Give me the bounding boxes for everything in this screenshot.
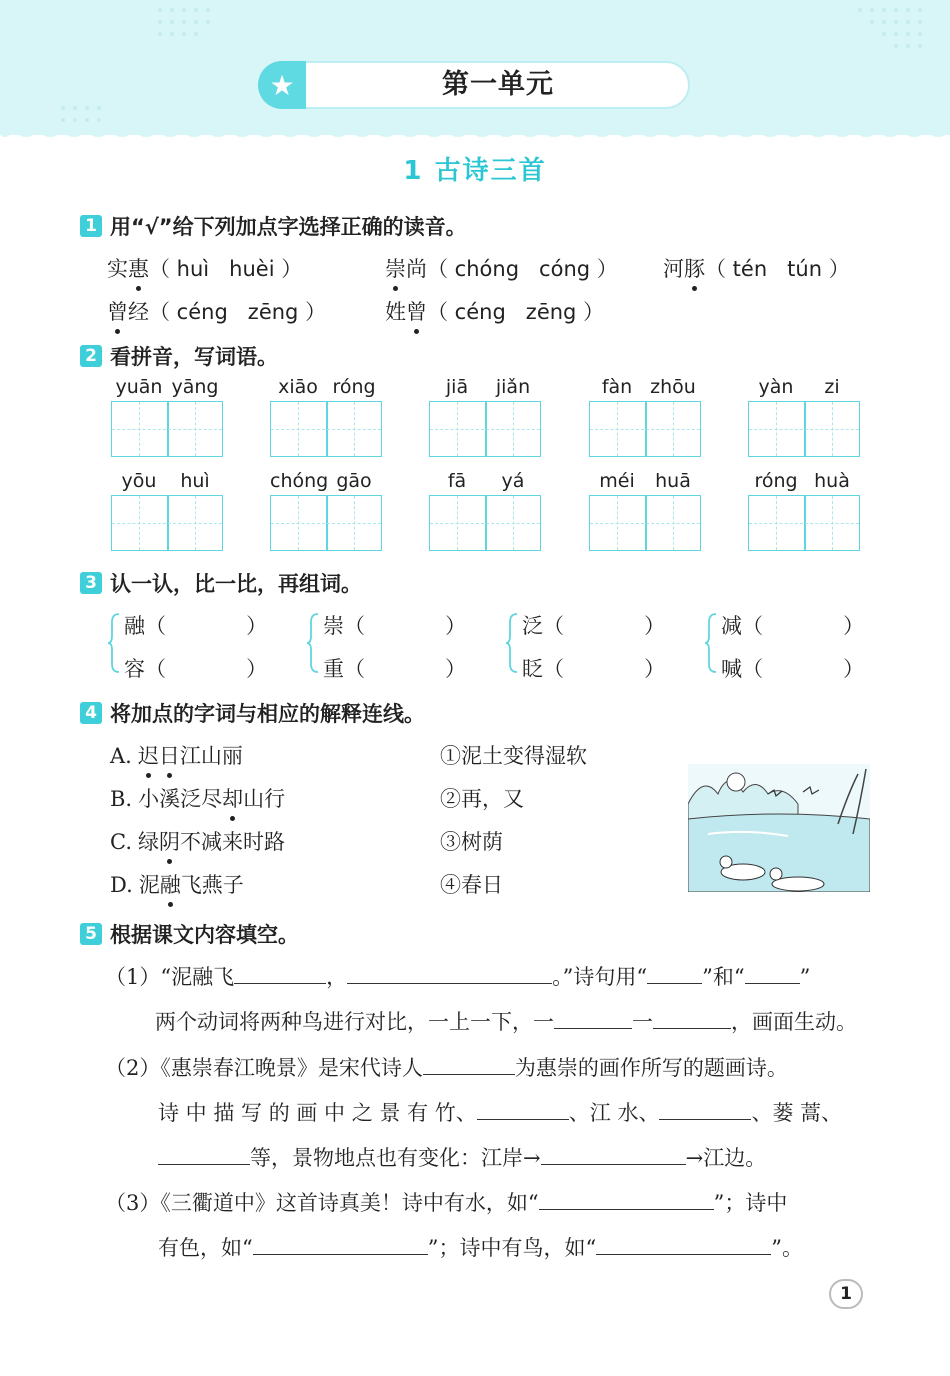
answer-blank[interactable] bbox=[647, 965, 702, 984]
pronunciation-options[interactable]: （ céng zēng ） bbox=[427, 300, 605, 324]
writing-box[interactable] bbox=[589, 495, 701, 551]
fill-line-4 bbox=[158, 1097, 842, 1127]
pinyin-label: yá bbox=[501, 470, 525, 492]
compare-char-row bbox=[124, 653, 267, 683]
question-2-heading bbox=[80, 341, 278, 371]
pronunciation-item bbox=[385, 296, 604, 326]
fill-text: 为惠崇的画作所写的题画诗。 bbox=[514, 1056, 788, 1080]
dotted-char: 崇 bbox=[385, 253, 406, 283]
word-part: 小溪泛尽 bbox=[138, 787, 223, 811]
landscape-illustration bbox=[688, 764, 870, 892]
pinyin-label: méi bbox=[599, 470, 635, 492]
pinyin-label: jiā bbox=[445, 376, 469, 398]
fill-line-2 bbox=[155, 1006, 857, 1036]
compare-char: 眨 bbox=[522, 657, 543, 681]
answer-paren[interactable]: （ ） bbox=[344, 657, 467, 681]
answer-blank[interactable] bbox=[745, 965, 800, 984]
answer-paren[interactable]: （ ） bbox=[145, 614, 268, 638]
pinyin-label: yàn bbox=[758, 376, 794, 398]
answer-paren[interactable]: （ ） bbox=[145, 657, 268, 681]
question-instruction: 认一认，比一比，再组词。 bbox=[110, 572, 362, 596]
unit-title: 第一单元 bbox=[442, 69, 554, 100]
pronunciation-item bbox=[385, 253, 618, 283]
fill-text: 一 bbox=[632, 1010, 653, 1034]
dotted-char: 阴 bbox=[159, 826, 180, 856]
writing-box[interactable] bbox=[429, 495, 541, 551]
answer-blank[interactable] bbox=[539, 1191, 714, 1210]
writing-box[interactable] bbox=[748, 401, 860, 457]
question-instruction: 用“√”给下列加点字选择正确的读音。 bbox=[110, 215, 467, 239]
fill-text: ”。 bbox=[771, 1236, 803, 1260]
compare-char-row bbox=[323, 653, 466, 683]
fill-text: 。”诗句用“ bbox=[552, 965, 648, 989]
pinyin-label: zhōu bbox=[650, 376, 696, 398]
brace-icon bbox=[107, 612, 121, 674]
answer-blank[interactable] bbox=[477, 1101, 569, 1120]
fill-line-3 bbox=[105, 1052, 788, 1082]
dotted-char: 惠 bbox=[128, 253, 149, 283]
word-part: 实 bbox=[107, 257, 128, 281]
fill-text: →江边。 bbox=[685, 1146, 767, 1170]
writing-box[interactable] bbox=[270, 401, 382, 457]
item-label: A. bbox=[110, 744, 132, 768]
question-4-heading bbox=[80, 698, 425, 728]
fill-text: ”和“ bbox=[702, 965, 745, 989]
pinyin-label: zi bbox=[824, 376, 840, 398]
answer-paren[interactable]: （ ） bbox=[742, 657, 865, 681]
answer-paren[interactable]: （ ） bbox=[543, 657, 666, 681]
pronunciation-options[interactable]: （ chóng cóng ） bbox=[427, 257, 618, 281]
star-icon: ★ bbox=[258, 61, 306, 109]
decorative-dots-left bbox=[150, 0, 230, 50]
brace-icon bbox=[306, 612, 320, 674]
answer-blank[interactable] bbox=[347, 965, 552, 984]
compare-char: 容 bbox=[124, 657, 145, 681]
compare-char: 喊 bbox=[721, 657, 742, 681]
match-left-item[interactable] bbox=[110, 869, 244, 899]
match-right-item[interactable]: ②再，又 bbox=[440, 787, 524, 811]
pinyin-label: xiāo bbox=[278, 376, 318, 398]
fill-text: 、蒌 蒿、 bbox=[751, 1101, 843, 1125]
pinyin-label: yāng bbox=[171, 376, 219, 398]
question-number: 3 bbox=[80, 572, 102, 594]
question-instruction: 根据课文内容填空。 bbox=[110, 923, 299, 947]
answer-blank[interactable] bbox=[253, 1236, 428, 1255]
pinyin-label: róng bbox=[754, 470, 798, 492]
decorative-dots-right bbox=[850, 0, 950, 70]
dotted-char: 迟 bbox=[138, 740, 159, 770]
question-number: 4 bbox=[80, 702, 102, 724]
page-number: 1 bbox=[829, 1279, 863, 1309]
writing-box[interactable] bbox=[111, 401, 223, 457]
dotted-char: 曾 bbox=[406, 296, 427, 326]
fill-text: ” bbox=[799, 965, 811, 989]
question-3-heading bbox=[80, 568, 362, 598]
dotted-char: 融 bbox=[160, 869, 181, 899]
pinyin-label: chóng bbox=[270, 470, 329, 492]
compare-char-row bbox=[721, 610, 864, 640]
pinyin-label: jiǎn bbox=[495, 376, 531, 398]
pinyin-label: fā bbox=[447, 470, 467, 492]
fill-text: （3）《三衢道中》这首诗真美！诗中有水，如“ bbox=[105, 1191, 539, 1215]
item-label: B. bbox=[110, 787, 133, 811]
question-number: 2 bbox=[80, 345, 102, 367]
fill-text: 有色，如“ bbox=[158, 1236, 253, 1260]
answer-blank[interactable] bbox=[596, 1236, 771, 1255]
pinyin-label: huā bbox=[655, 470, 691, 492]
lesson-title: 1 古诗三首 bbox=[403, 156, 547, 186]
item-label: C. bbox=[110, 830, 132, 854]
fill-text: ”；诗中 bbox=[713, 1191, 788, 1215]
match-right-item[interactable]: ①泥土变得湿软 bbox=[440, 744, 587, 768]
answer-paren[interactable]: （ ） bbox=[543, 614, 666, 638]
compare-char-row bbox=[522, 610, 665, 640]
fill-text: 、江 水、 bbox=[568, 1101, 660, 1125]
answer-blank[interactable] bbox=[653, 1010, 731, 1029]
answer-paren[interactable]: （ ） bbox=[742, 614, 865, 638]
compare-char-row bbox=[323, 610, 466, 640]
word-part: 不减来时路 bbox=[180, 830, 285, 854]
word-part: 尚 bbox=[406, 257, 427, 281]
answer-blank[interactable] bbox=[234, 965, 326, 984]
pinyin-label: huì bbox=[180, 470, 210, 492]
pronunciation-options[interactable]: （ céng zēng ） bbox=[149, 300, 327, 324]
word-part: 山行 bbox=[243, 787, 286, 811]
question-instruction: 看拼音，写词语。 bbox=[110, 345, 278, 369]
compare-char: 重 bbox=[323, 657, 344, 681]
compare-char: 泛 bbox=[522, 614, 543, 638]
answer-blank[interactable] bbox=[659, 1101, 751, 1120]
fill-line-7 bbox=[158, 1232, 803, 1262]
match-left-item[interactable] bbox=[110, 826, 285, 856]
compare-char: 融 bbox=[124, 614, 145, 638]
fill-line-5 bbox=[158, 1142, 766, 1172]
answer-blank[interactable] bbox=[423, 1056, 515, 1075]
answer-blank[interactable] bbox=[554, 1010, 632, 1029]
dotted-char: 曾 bbox=[107, 296, 128, 326]
fill-line-6 bbox=[105, 1187, 787, 1217]
brace-icon bbox=[505, 612, 519, 674]
fill-text: ，画面生动。 bbox=[731, 1010, 857, 1034]
pinyin-label: yōu bbox=[121, 470, 157, 492]
match-right-item[interactable]: ④春日 bbox=[440, 873, 503, 897]
fill-line-1 bbox=[105, 961, 810, 991]
decorative-dots-mid bbox=[55, 100, 115, 140]
word-part: 飞燕子 bbox=[180, 873, 244, 897]
question-1-heading bbox=[80, 211, 467, 241]
match-left-item[interactable] bbox=[110, 740, 243, 770]
match-left-item[interactable] bbox=[110, 783, 285, 813]
match-right-item[interactable]: ③树荫 bbox=[440, 830, 503, 854]
brace-icon bbox=[704, 612, 718, 674]
question-number: 5 bbox=[80, 923, 102, 945]
word-part: 姓 bbox=[385, 300, 406, 324]
question-instruction: 将加点的字词与相应的解释连线。 bbox=[110, 702, 425, 726]
answer-paren[interactable]: （ ） bbox=[344, 614, 467, 638]
compare-char: 减 bbox=[721, 614, 742, 638]
question-number: 1 bbox=[80, 215, 102, 237]
dotted-char: 豚 bbox=[684, 253, 705, 283]
header-wave bbox=[0, 120, 950, 150]
word-part: 绿 bbox=[138, 830, 159, 854]
pinyin-label: gāo bbox=[336, 470, 372, 492]
pronunciation-item bbox=[663, 253, 850, 283]
answer-blank[interactable] bbox=[158, 1146, 250, 1165]
fill-text: （1）“泥融飞 bbox=[105, 965, 235, 989]
word-part: 经 bbox=[128, 300, 149, 324]
dotted-char: 日 bbox=[159, 740, 180, 770]
writing-box[interactable] bbox=[748, 495, 860, 551]
pinyin-label: huà bbox=[814, 470, 850, 492]
question-5-heading bbox=[80, 919, 299, 949]
writing-box[interactable] bbox=[429, 401, 541, 457]
compare-char: 崇 bbox=[323, 614, 344, 638]
fill-text: ， bbox=[326, 965, 348, 989]
word-part: 江山丽 bbox=[179, 744, 243, 768]
fill-text: （2）《惠崇春江晚景》是宋代诗人 bbox=[105, 1056, 423, 1080]
pinyin-label: fàn bbox=[601, 376, 633, 398]
compare-char-row bbox=[522, 653, 665, 683]
compare-char-row bbox=[124, 610, 267, 640]
pronunciation-item bbox=[107, 253, 302, 283]
compare-char-row bbox=[721, 653, 864, 683]
pronunciation-options[interactable]: （ tén tún ） bbox=[705, 257, 850, 281]
pronunciation-options[interactable]: （ huì huèi ） bbox=[149, 257, 303, 281]
pronunciation-item bbox=[107, 296, 326, 326]
word-part: 泥 bbox=[138, 873, 160, 897]
writing-box[interactable] bbox=[270, 495, 382, 551]
writing-box[interactable] bbox=[589, 401, 701, 457]
answer-blank[interactable] bbox=[541, 1146, 686, 1165]
pinyin-label: róng bbox=[332, 376, 376, 398]
item-label: D. bbox=[110, 873, 133, 897]
pinyin-label: yuān bbox=[115, 376, 163, 398]
fill-text: 诗 中 描 写 的 画 中 之 景 有 竹、 bbox=[158, 1101, 477, 1125]
fill-text: ”；诗中有鸟，如“ bbox=[427, 1236, 597, 1260]
fill-text: 等，景物地点也有变化：江岸→ bbox=[250, 1146, 541, 1170]
fill-text: 两个动词将两种鸟进行对比，一上一下，一 bbox=[155, 1010, 554, 1034]
dotted-char: 却 bbox=[222, 783, 243, 813]
word-part: 河 bbox=[663, 257, 684, 281]
writing-box[interactable] bbox=[111, 495, 223, 551]
